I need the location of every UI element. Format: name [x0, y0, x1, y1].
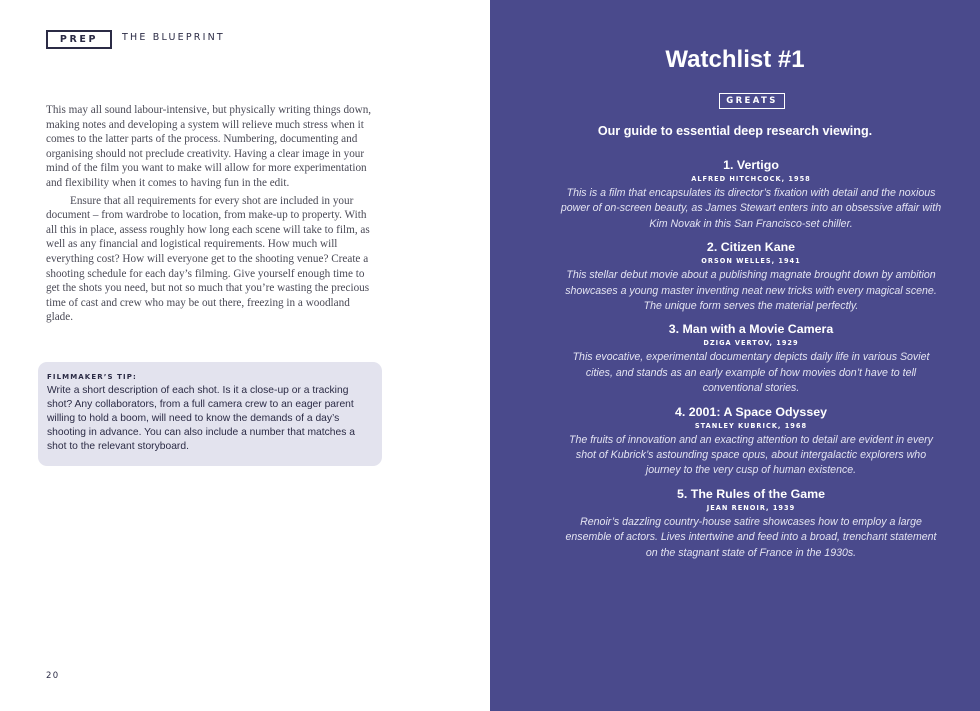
film-credit: STANLEY KUBRICK, 1968 [694, 421, 808, 430]
watchlist-title: Watchlist #1 [665, 46, 805, 73]
filmmaker-tip-box [38, 362, 382, 466]
tip-text: Write a short description of each shot. Is it a close-up or a tracking shot? Any collaborators, from a full camera crew to an eager parent willing to hold a boom, will need to know the demands of a day’s shooting in advance. You can also include a number that matches a shot to the relevant storyboard. [47, 385, 355, 452]
film-credit: ORSON WELLES, 1941 [701, 257, 801, 266]
body-text [46, 103, 376, 325]
tip-label: FILMMAKER’S TIP: [47, 373, 137, 381]
film-title: 1. Vertigo [723, 158, 779, 172]
film-title: 4. 2001: A Space Odyssey [675, 404, 827, 419]
film-entry [560, 322, 942, 396]
body-paragraph: This may all sound labour-intensive, but physically writing things down, making notes and developing a system will relieve much stress when it comes to the latter parts of the process. Numbering, documenting and organising should not preclude creativity. Having a clear image in your mind of the film you want to make will allow for more experimentation and flexibility when it comes to having fun in the edit. [46, 104, 372, 189]
film-entry [560, 487, 942, 561]
film-description: The fruits of innovation and an exacting attention to detail are evident in every shot of Kubrick’s astounding space opus, about intergalactic explorers who journey to the very cusp of human existence. [569, 433, 933, 477]
film-title: 5. The Rules of the Game [676, 486, 826, 501]
right-page [490, 0, 980, 711]
watchlist-intro: Our guide to essential deep research viewing. [597, 124, 873, 138]
section-title: THE BLUEPRINT [122, 32, 225, 43]
film-entry [560, 240, 942, 314]
film-entry [560, 405, 942, 479]
film-description: This is a film that encapsulates its director’s fixation with detail and the noxious power of on-screen beauty, as James Stewart enters into an obsessive affair with Kim Novak in this San Francisco-set chiller. [560, 187, 942, 230]
film-credit: DZIGA VERTOV, 1929 [703, 339, 799, 348]
film-list [560, 158, 942, 569]
film-description: This evocative, experimental documentary depicts daily life in various Soviet cities, and stands as an early example of how movies don’t have to tell conventional stories. [572, 351, 930, 395]
film-credit: ALFRED HITCHCOCK, 1958 [691, 175, 811, 183]
film-description: Renoir’s dazzling country-house satire showcases how to employ a large ensemble of actors. Lives intertwine and feed into a broad, trenchant statement on the stagnant state of France in the 1930s. [565, 515, 937, 559]
page-number: 20 [46, 671, 60, 681]
film-description: This stellar debut movie about a publishing magnate brought down by ambition showcases a young master inventing neat new tricks with every magical scene. The unique form serves the material perfectly. [565, 269, 937, 313]
film-title: 3. Man with a Movie Camera [668, 322, 834, 337]
film-title: 2. Citizen Kane [706, 240, 796, 255]
body-paragraph: Ensure that all requirements for every shot are included in your document – from wardrobe to location, from make-up to property. With all this in place, assess roughly how long each scene will take to film, as well as any financial and logistical requirements. How much will everything cost? How will everyone get to the shooting venue? Create a shooting schedule for each day’s filming. Give yourself enough time to get the shots you need, but not so much that you’re wasting the precious time of cast and crew who may be out there, freezing in a woodland glade. [46, 194, 370, 324]
greats-badge: GREATS [719, 93, 785, 109]
section-tag: PREP [46, 30, 112, 49]
film-credit: JEAN RENOIR, 1939 [706, 503, 796, 512]
film-entry [560, 158, 942, 232]
